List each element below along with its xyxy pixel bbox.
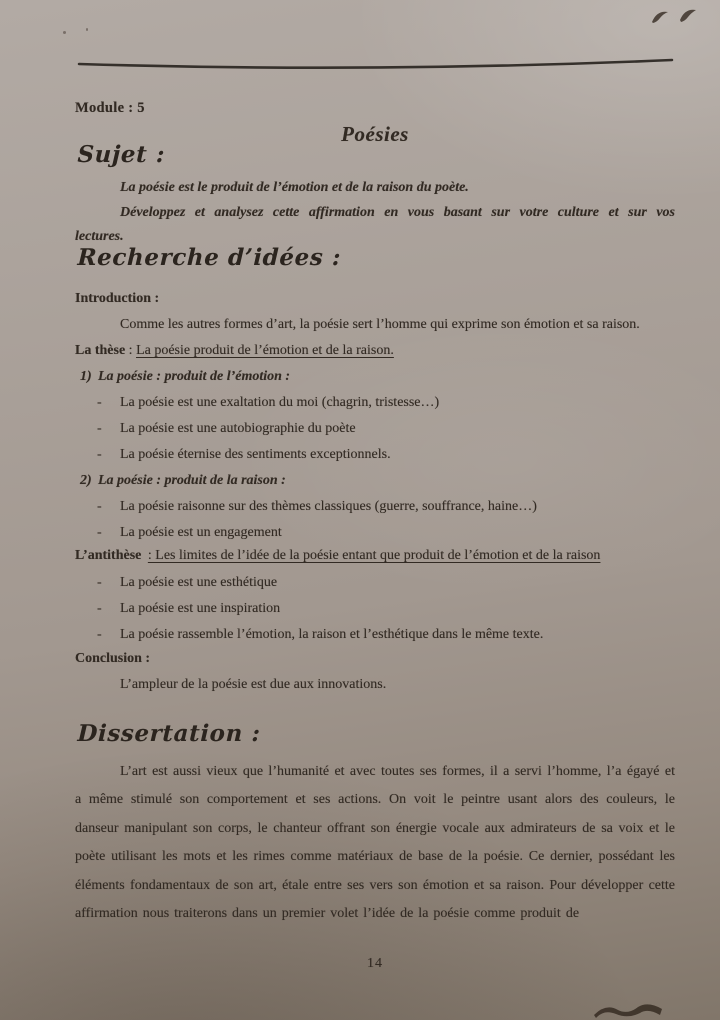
list-item-text: La poésie est une inspiration xyxy=(120,601,281,616)
list-item xyxy=(75,442,675,468)
introduction-text: Comme les autres formes d’art, la poésie sert l’homme qui exprime son émotion et sa raison. xyxy=(120,317,640,332)
bullet-dash: - xyxy=(97,447,102,462)
list-item-text: La poésie est une exaltation du moi (chagrin, tristesse…) xyxy=(120,395,440,410)
part2-heading xyxy=(75,469,675,493)
sujet-statement: La poésie est le produit de l’émotion et de la raison du poète. xyxy=(120,180,469,195)
page-title: Poésies xyxy=(341,122,409,146)
part1-heading xyxy=(75,365,675,389)
part2-title: La poésie : produit de la raison : xyxy=(98,473,286,488)
dissertation-paragraph: L’art est aussi vieux que l’humanité et avec toutes ses formes, il a servi l’homme, l’a égayé et a même stimulé son comportement et ses actions. On voit le peintre usant alors des couleurs, le danseur manipulant son corps, le chanteur offrant son énergie vocale aux admirateurs de sa voix et le poète utilisant les mots et les rimes comme matériaux de base de la poésie. Ce dernier, possédant les éléments fondamentaux de son art, étale entre ses vers son émotion et sa raison. Pour développer cette affirmation nous traiterons dans un premier volet l’idée de la poésie comme produit de xyxy=(75,764,675,922)
sujet-heading: Sujet : xyxy=(77,141,166,168)
antithese-line xyxy=(75,544,675,568)
list-item xyxy=(75,570,675,596)
bullet-dash: - xyxy=(97,525,102,540)
list-item-text: La poésie raisonne sur des thèmes classiques (guerre, souffrance, haine…) xyxy=(120,499,537,514)
list-item-text: La poésie est une autobiographie du poète xyxy=(120,421,356,436)
conclusion-label: Conclusion : xyxy=(75,651,151,666)
bullet-dash: - xyxy=(97,421,102,436)
list-item-text: La poésie est un engagement xyxy=(120,525,282,540)
introduction-label: Introduction : xyxy=(75,291,160,306)
list-item-text: La poésie rassemble l’émotion, la raison et l’esthétique dans le même texte. xyxy=(120,627,544,642)
list-item xyxy=(75,520,675,546)
antithese-label: L’antithèse xyxy=(75,548,142,563)
antithese-text: : Les limites de l’idée de la poésie entant que produit de l’émotion et de la raison xyxy=(147,548,601,563)
paper-speck xyxy=(63,31,66,34)
conclusion-text: L’ampleur de la poésie est due aux innovations. xyxy=(120,677,387,692)
list-item xyxy=(75,494,675,520)
sujet-instruction: Développez et analysez cette affirmation en vous basant sur votre culture et sur vos lectures. xyxy=(75,205,675,244)
bullet-dash: - xyxy=(97,395,102,410)
part1-title: La poésie : produit de l’émotion : xyxy=(98,369,291,384)
recherche-heading: Recherche d’idées : xyxy=(77,244,342,271)
part2-bullets xyxy=(75,494,675,546)
bullet-dash: - xyxy=(97,499,102,514)
module-label: Module : 5 xyxy=(75,100,145,116)
ink-scribble-bottom-right-icon xyxy=(592,1000,668,1020)
part2-number: 2) xyxy=(80,473,92,488)
these-label: La thèse xyxy=(75,343,126,358)
dissertation-heading: Dissertation : xyxy=(77,720,262,747)
part1-number: 1) xyxy=(80,369,92,384)
bullet-dash: - xyxy=(97,601,102,616)
list-item xyxy=(75,622,675,648)
bullet-dash: - xyxy=(97,575,102,590)
list-item xyxy=(75,390,675,416)
part1-bullets xyxy=(75,390,675,468)
these-line xyxy=(75,339,675,363)
ink-scribble-top-right-icon xyxy=(648,4,716,32)
antithese-bullets xyxy=(75,570,675,648)
paper-speck xyxy=(86,28,88,31)
these-text: La poésie produit de l’émotion et de la raison. xyxy=(136,343,394,358)
top-rule xyxy=(75,56,675,74)
list-item xyxy=(75,596,675,622)
list-item xyxy=(75,416,675,442)
list-item-text: La poésie est une esthétique xyxy=(120,575,278,590)
list-item-text: La poésie éternise des sentiments exceptionnels. xyxy=(120,447,391,462)
page-number: 14 xyxy=(367,956,383,971)
bullet-dash: - xyxy=(97,627,102,642)
these-separator: : xyxy=(125,343,137,358)
